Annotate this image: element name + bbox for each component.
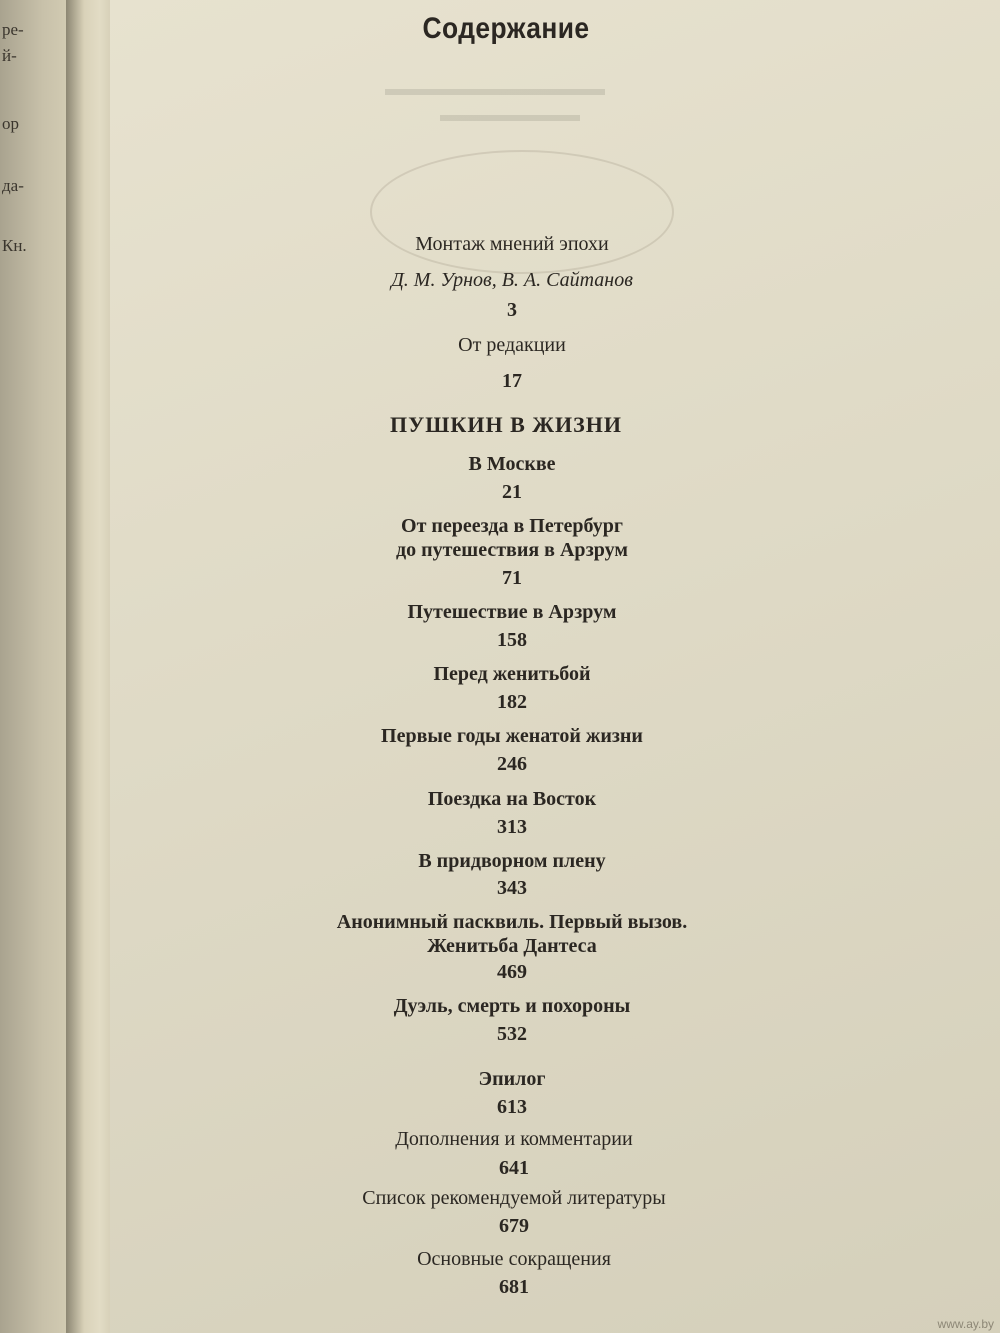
bleed-through-text: ▬▬▬▬▬▬▬▬▬▬▬	[385, 78, 605, 100]
site-watermark: www.ay.by	[937, 1317, 994, 1331]
toc-entry-page: 17	[502, 370, 522, 392]
toc-entry-label: От редакции	[458, 334, 566, 356]
toc-entry-page: 469	[497, 961, 527, 983]
toc-entry-label: Монтаж мнений эпохи	[415, 233, 609, 255]
toc-section-heading: ПУШКИН В ЖИЗНИ	[390, 412, 622, 437]
toc-entry-label: Эпилог	[478, 1068, 546, 1090]
toc-entry-page: 3	[507, 299, 517, 321]
page-title: Содержание	[422, 12, 590, 45]
left-page-fragment: ре-	[2, 20, 24, 39]
toc-entry-page: 641	[499, 1157, 529, 1179]
toc-entry-label: Поездка на Восток	[427, 788, 597, 810]
toc-entry-page: 158	[497, 629, 527, 651]
toc-entry-label: до путешествия в Арзрум	[395, 539, 629, 561]
toc-entry-label: От переезда в Петербург	[401, 515, 623, 537]
toc-entry-page: 343	[497, 877, 527, 899]
toc-entry-page: 71	[502, 567, 522, 589]
toc-entry-label: В придворном плену	[418, 850, 606, 872]
toc-entry-page: 613	[497, 1096, 527, 1118]
toc-entry-page: 246	[497, 753, 527, 775]
toc-entry-label: Список рекомендуемой литературы	[362, 1187, 666, 1209]
toc-entry-authors: Д. М. Урнов, В. А. Сайтанов	[391, 269, 633, 291]
left-page-fragment: ор	[2, 114, 19, 133]
toc-entry-page: 21	[502, 481, 522, 503]
toc-entry-page: 681	[499, 1276, 529, 1298]
toc-entry-label: Путешествие в Арзрум	[407, 601, 617, 623]
toc-entry-label: Анонимный пасквиль. Первый вызов.	[336, 911, 688, 933]
toc-entry-label: Дуэль, смерть и похороны	[393, 995, 631, 1017]
toc-entry-page: 532	[497, 1023, 527, 1045]
bleed-through-text: ▬▬▬▬▬▬▬	[440, 104, 580, 126]
toc-entry-label: В Москве	[468, 453, 556, 475]
toc-entry-label: Дополнения и комментарии	[395, 1128, 633, 1150]
toc-entry-page: 182	[497, 691, 527, 713]
left-page-fragment: й-	[2, 46, 17, 65]
toc-entry-page: 313	[497, 816, 527, 838]
left-page-fragment: Кн.	[2, 236, 27, 255]
toc-entry-label: Основные сокращения	[417, 1248, 611, 1270]
left-page-fragment: да-	[2, 176, 24, 195]
toc-entry-label: Перед женитьбой	[433, 663, 591, 685]
toc-entry-label: Первые годы женатой жизни	[381, 725, 643, 747]
toc-entry-label: Женитьба Дантеса	[427, 935, 597, 957]
toc-entry-page: 679	[499, 1215, 529, 1237]
